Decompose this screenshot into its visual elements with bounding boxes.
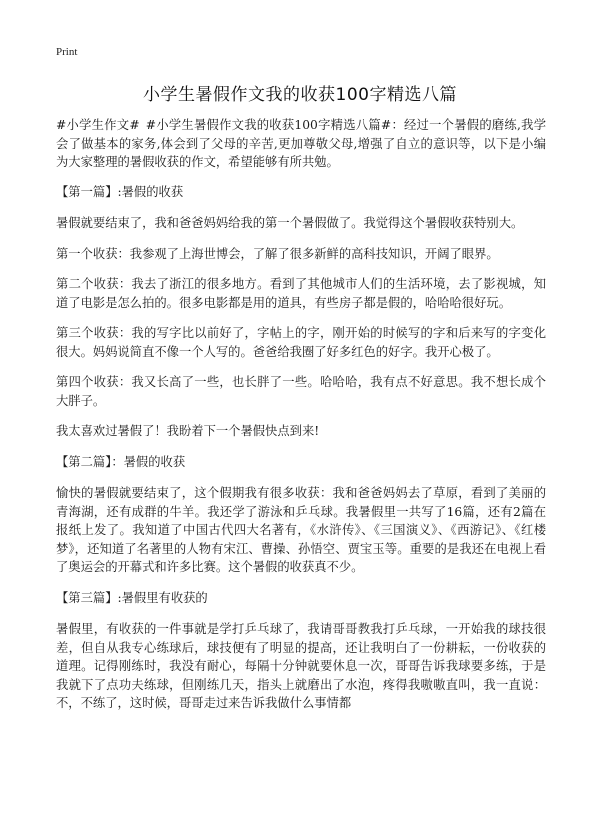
page-title: 小学生暑假作文我的收获100字精选八篇 (143, 85, 457, 105)
paragraph: 暑假就要结束了，我和爸爸妈妈给我的第一个暑假做了。我觉得这个暑假收获特别大。 (56, 216, 524, 230)
article-body (56, 116, 546, 725)
paragraph: 第四个收获：我又长高了一些，也长胖了一些。哈哈哈，我有点不好意思。我不想长成个大胖子。 (56, 375, 546, 408)
paragraph: 第一个收获：我参观了上海世博会，了解了很多新鲜的高科技知识，开阔了眼界。 (56, 246, 499, 261)
intro-paragraph: #小学生作文# #小学生暑假作文我的收获100字精选八篇#：经过一个暑假的磨练,我学会了做基本的家务,体会到了父母的辛苦,更加尊敬父母,增强了自立的意识等，以下是小编为大家整理的暑假收获的作文，希望能够有所共勉。 (56, 118, 546, 169)
section-heading-2: 【第二篇】：暑假的收获 (56, 454, 186, 469)
section-heading-1: 【第一篇】:暑假的收获 (56, 184, 184, 199)
paragraph: 愉快的暑假就要结束了，这个假期我有很多收获：我和爸爸妈妈去了草原，看到了美丽的青海湖，还有成群的牛羊。我还学了游泳和乒乓球。我暑假里一共写了16篇，还有2篇在报纸上发了。我知道了中国古代四大名著有，《水浒传》、《三国演义》、《西游记》、《红楼梦》，还知道了名著里的人物有宋江、曹操、孙悟空、贾宝玉等。重要的是我还在电视上看了奥运会的开幕式和许多比赛。这个暑假的收获真不少。 (56, 486, 546, 574)
section-heading-3: 【第三篇】:暑假里有收获的 (56, 590, 208, 605)
paragraph: 第三个收获：我的写字比以前好了，字帖上的字，刚开始的时候写的字和后来写的字变化很大。妈妈说简直不像一个人写的。爸爸给我圈了好多红色的好字。我开心极了。 (56, 326, 546, 359)
paragraph: 第二个收获：我去了浙江的很多地方。看到了其他城市人们的生活环境，去了影视城，知道了电影是怎么拍的。很多电影都是用的道具，有些房子都是假的，哈哈哈很好玩。 (56, 277, 546, 310)
print-label[interactable]: Print (56, 46, 78, 58)
paragraph: 我太喜欢过暑假了！我盼着下一个暑假快点到来! (56, 424, 320, 438)
paragraph: 暑假里，有收获的一件事就是学打乒乓球了，我请哥哥教我打乒乓球，一开始我的球技很差，但自从我专心练球后，球技便有了明显的提高，还让我明白了一份耕耘，一份收获的道理。记得刚练时，我没有耐心，每隔十分钟就要休息一次，哥哥告诉我球要多练，于是我就下了点功夫练球，但刚练几天，指头上就磨出了水泡，疼得我嗷嗷直叫，我一直说：不，不练了，这时候，哥哥走过来告诉我做什么事情都 (56, 622, 546, 710)
